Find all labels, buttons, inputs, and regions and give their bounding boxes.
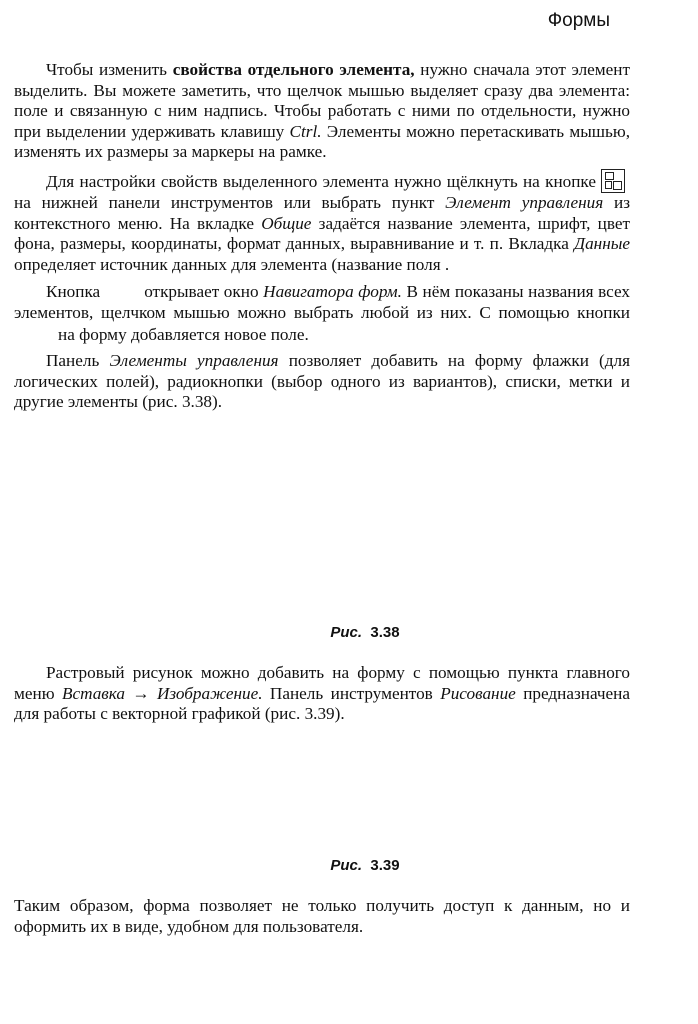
paragraph-controls-panel: Панель Элементы управления позволяет добавить на форму флажки (для логических полей), радиокнопки (выбор одного из вариантов), списки, метки и другие элементы (рис. 3.38). xyxy=(14,351,631,412)
emphasis-term: свойства отдельного элемента, xyxy=(172,60,415,79)
paragraph-form-navigator: Кнопка открывает окно Навигатора форм. В нём показаны названия всех элементов, щелчком мышью можно выбрать любой из них. С помощью кнопкина форму добавляется новое поле. xyxy=(14,282,631,344)
tab-name-data: Данные xyxy=(574,234,630,254)
paragraph-configure-properties: Для настройки свойств выделенного элемента нужно щёлкнуть на кнопке на нижней панели инструментов или выбрать пункт Элемент управления из контекстного меню. На вкладке Общие задаётся название элемента, шрифт, цвет фона, размеры, координаты, формат данных, выравнивание и т. п. Вкладка Данные определяет источник данных для элемента (название поля . xyxy=(14,169,630,275)
form-navigator-icon xyxy=(100,281,144,297)
control-properties-icon xyxy=(601,169,625,193)
key-name: Ctrl. xyxy=(289,121,322,141)
paragraph-insert-image: Растровый рисунок можно добавить на форму с помощью пункта главного меню Вставка → Изображение. Панель инструментов Рисование предназначена для работы с векторной графикой (рис. 3.39). xyxy=(14,663,630,724)
menu-item-name: Элемент управления xyxy=(445,192,604,212)
window-name: Навигатора форм. xyxy=(263,282,402,302)
paragraph-conclusion: Таким образом, форма позволяет не только получить доступ к данным, но и оформить их в виде, удобном для пользователя. xyxy=(14,896,630,936)
tab-name-general: Общие xyxy=(261,213,312,233)
figure-caption-3-38: Рис. 3.38 xyxy=(330,624,400,641)
add-field-icon xyxy=(14,324,58,340)
section-element-properties xyxy=(14,60,630,419)
section-raster-image xyxy=(14,663,630,731)
menu-path: Вставка → Изображение. xyxy=(61,683,263,703)
paragraph-select-element: Чтобы изменить свойства отдельного элемента, нужно сначала этот элемент выделить. Вы можете заметить, что щелчок мышью выделяет сразу два элемента: поле и связанную с ним надпись. Чтобы работать с ними по отдельности, нужно при выделении удерживать клавишу Ctrl. Элементы можно перетаскивать мышью, изменять их размеры за маркеры на рамке. xyxy=(14,60,631,162)
figure-caption-3-39: Рис. 3.39 xyxy=(330,857,400,874)
toolbar-name: Рисование xyxy=(440,683,516,703)
panel-name: Элементы управления xyxy=(109,351,279,371)
section-conclusion xyxy=(14,896,630,943)
page-header-title: Формы xyxy=(547,10,610,31)
